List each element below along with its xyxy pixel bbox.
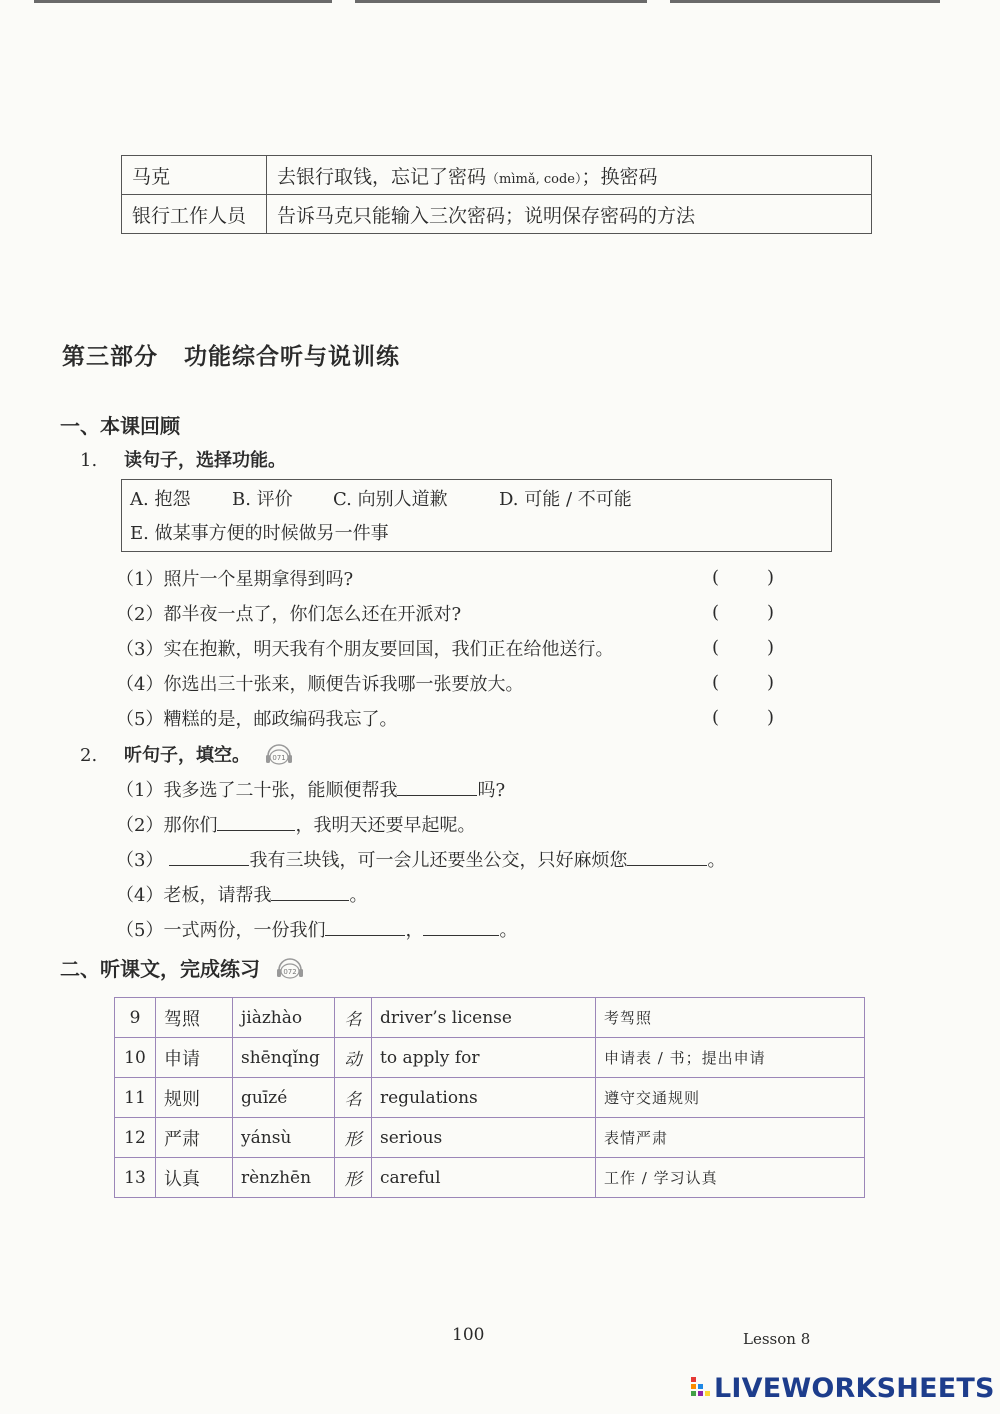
fill-blank[interactable] bbox=[325, 919, 405, 936]
list-item: （3）实在抱歉，明天我有个朋友要回国，我们正在给他送行。 bbox=[116, 639, 614, 660]
list-item: （5）一式两份，一份我们 ， 。 bbox=[116, 920, 518, 941]
liveworksheets-logo[interactable] bbox=[690, 1373, 995, 1404]
top-rule bbox=[355, 0, 647, 3]
audio-track-number: 072 bbox=[283, 968, 297, 976]
table-row bbox=[122, 195, 872, 234]
list-item: （5）糟糕的是，邮政编码我忘了。 bbox=[116, 709, 398, 730]
table-row: 9 驾照 jiàzhào 名 driver’s license 考驾照 bbox=[115, 998, 865, 1038]
option: C. 向别人道歉 bbox=[333, 489, 448, 510]
fill-blank[interactable] bbox=[423, 919, 499, 936]
fill-blank[interactable] bbox=[169, 849, 249, 866]
list-item: （3） 我有三块钱，可一会儿还要坐公交，只好麻烦您 。 bbox=[116, 850, 726, 871]
vocab-table bbox=[114, 997, 865, 1198]
page-number: 100 bbox=[452, 1325, 485, 1345]
section-heading: 二、听课文，完成练习 072 bbox=[60, 953, 305, 985]
option: D. 可能 / 不可能 bbox=[499, 489, 632, 510]
roles-table bbox=[121, 155, 872, 234]
top-rule bbox=[34, 0, 332, 3]
task-cell: 告诉马克只能输入三次密码；说明保存密码的方法 bbox=[267, 195, 872, 234]
question-2: 2. 听句子，填空。 071 bbox=[80, 741, 294, 771]
option: E. 做某事方便的时候做另一件事 bbox=[130, 523, 389, 544]
table-row: 13 认真 rènzhēn 形 careful 工作 / 学习认真 bbox=[115, 1158, 865, 1198]
role-cell: 马克 bbox=[122, 156, 267, 195]
list-item: （4）你选出三十张来，顺便告诉我哪一张要放大。 bbox=[116, 674, 524, 695]
audio-icon[interactable] bbox=[264, 742, 294, 771]
fill-blank[interactable] bbox=[627, 849, 707, 866]
top-rule bbox=[670, 0, 940, 3]
list-item: （4）老板，请帮我 。 bbox=[116, 885, 368, 906]
audio-icon[interactable] bbox=[275, 956, 305, 985]
fill-blank[interactable] bbox=[397, 779, 477, 796]
fill-blank[interactable] bbox=[217, 814, 295, 831]
section-heading: 一、本课回顾 bbox=[60, 414, 180, 438]
question-1: 1. 读句子，选择功能。 bbox=[80, 450, 286, 471]
option: B. 评价 bbox=[232, 489, 293, 510]
table-row: 10 申请 shēnqǐng 动 to apply for 申请表 / 书；提出申请 bbox=[115, 1038, 865, 1078]
part-title: 第三部分 功能综合听与说训练 bbox=[62, 343, 400, 370]
liveworksheets-icon bbox=[690, 1376, 712, 1402]
list-item: （2）都半夜一点了，你们怎么还在开派对? bbox=[116, 604, 462, 625]
table-row bbox=[122, 156, 872, 195]
table-row: 11 规则 guīzé 名 regulations 遵守交通规则 bbox=[115, 1078, 865, 1118]
role-cell: 银行工作人员 bbox=[122, 195, 267, 234]
list-item: （1）我多选了二十张，能顺便帮我 吗? bbox=[116, 780, 506, 801]
pinyin-note: （mìmǎ, code） bbox=[486, 171, 582, 187]
lesson-label: Lesson 8 bbox=[743, 1330, 811, 1348]
audio-track-number: 071 bbox=[272, 753, 286, 762]
list-item: （1）照片一个星期拿得到吗? bbox=[116, 569, 354, 590]
table-row: 12 严肃 yánsù 形 serious 表情严肃 bbox=[115, 1118, 865, 1158]
option: A. 抱怨 bbox=[130, 489, 191, 510]
task-cell: 去银行取钱，忘记了密码（mìmǎ, code）；换密码 bbox=[267, 156, 872, 195]
options-box bbox=[121, 479, 832, 552]
fill-blank[interactable] bbox=[271, 884, 349, 901]
brand-name: LIVEWORKSHEETS bbox=[714, 1373, 995, 1404]
list-item: （2）那你们 ，我明天还要早起呢。 bbox=[116, 815, 476, 836]
